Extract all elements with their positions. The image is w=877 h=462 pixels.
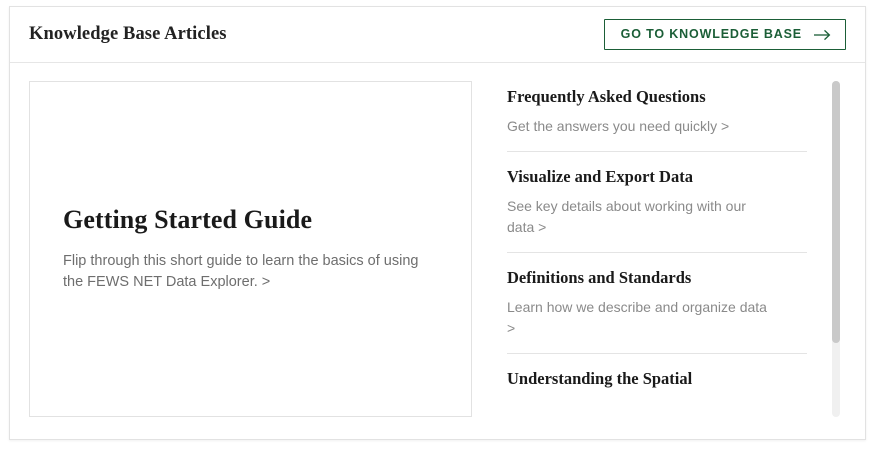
list-item[interactable]: [507, 167, 807, 253]
article-title: Frequently Asked Questions: [507, 87, 706, 106]
list-item[interactable]: [507, 268, 807, 354]
list-item[interactable]: [507, 87, 807, 152]
article-description: Get the answers you need quickly >: [507, 118, 730, 134]
go-to-knowledge-base-label: GO TO KNOWLEDGE BASE: [620, 27, 802, 42]
panel-body: [10, 63, 865, 417]
guide-description: Flip through this short guide to learn the basics of using the FEWS NET Data Explorer. >: [63, 252, 419, 290]
arrow-right-icon: [814, 29, 831, 41]
articles-list: [507, 81, 840, 417]
articles-scrollbar-thumb[interactable]: [832, 81, 840, 343]
go-to-knowledge-base-button[interactable]: [604, 19, 846, 50]
articles-scrollbar-track[interactable]: [832, 81, 840, 417]
getting-started-guide-card[interactable]: [29, 81, 472, 417]
list-item[interactable]: [507, 369, 807, 412]
articles-list-inner: [507, 87, 807, 412]
guide-title: Getting Started Guide: [63, 204, 313, 234]
article-description: See key details about working with our data >: [507, 198, 746, 235]
article-description: Learn how we describe and organize data >: [507, 299, 767, 336]
knowledge-base-panel: [9, 6, 866, 440]
article-title: Visualize and Export Data: [507, 167, 693, 186]
panel-header: [10, 7, 865, 63]
page-title: Knowledge Base Articles: [29, 24, 227, 44]
article-title: Understanding the Spatial: [507, 369, 693, 388]
article-title: Definitions and Standards: [507, 268, 692, 287]
